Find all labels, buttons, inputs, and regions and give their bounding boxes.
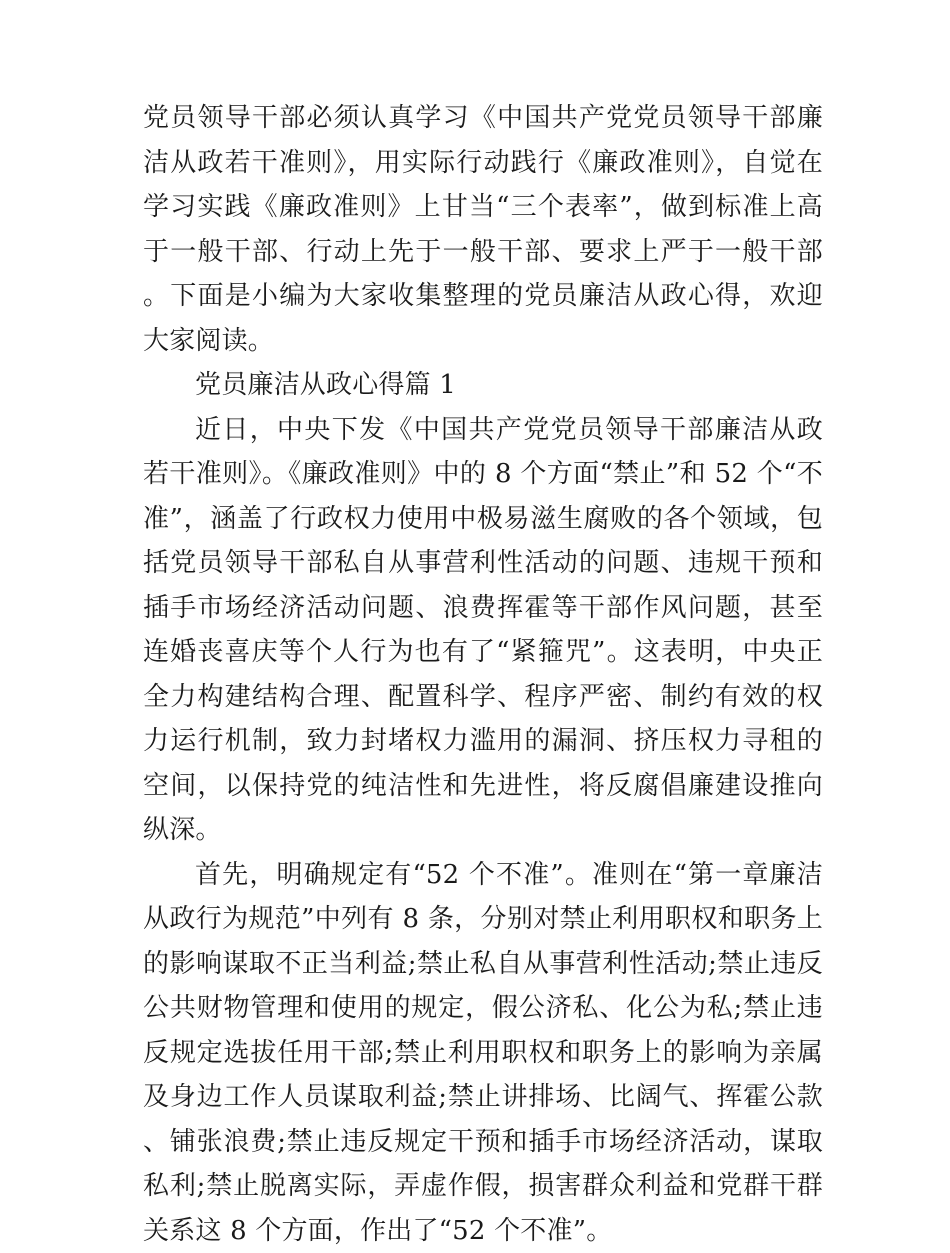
intro-paragraph: 党员领导干部必须认真学习《中国共产党党员领导干部廉洁从政若干准则》，用实际行动践行《廉政准则》，自觉在学习实践《廉政准则》上甘当“三个表率”，做到标准上高于一般干部、行动上先于一般干部、要求上严于一般干部。下面是小编为大家收集整理的党员廉洁从政心得，欢迎大家阅读。 (143, 96, 823, 363)
body-paragraph-2: 首先，明确规定有“52 个不准”。准则在“第一章廉洁从政行为规范”中列有 8 条，分别对禁止利用职权和职务上的影响谋取不正当利益;禁止私自从事营利性活动;禁止违反公共财物管理和使用的规定，假公济私、化公为私;禁止违反规定选拔任用干部;禁止利用职权和职务上的影响为亲属及身边工作人员谋取利益;禁止讲排场、比阔气、挥霍公款、铺张浪费;禁止违反规定干预和插手市场经济活动，谋取私利;禁止脱离实际，弄虚作假，损害群众利益和党群干群关系这 8 个方面，作出了“52 个不准”。 (143, 853, 823, 1253)
body-paragraph-1: 近日，中央下发《中国共产党党员领导干部廉洁从政若干准则》。《廉政准则》中的 8 个方面“禁止”和 52 个“不准”，涵盖了行政权力使用中极易滋生腐败的各个领域，包括党员领导干部私自从事营利性活动的问题、违规干预和插手市场经济活动问题、浪费挥霍等干部作风问题，甚至连婚丧喜庆等个人行为也有了“紧箍咒”。这表明，中央正全力构建结构合理、配置科学、程序严密、制约有效的权力运行机制，致力封堵权力滥用的漏洞、挤压权力寻租的空间，以保持党的纯洁性和先进性，将反腐倡廉建设推向纵深。 (143, 408, 823, 853)
document-body (143, 96, 823, 1253)
section-heading: 党员廉洁从政心得篇 1 (143, 363, 823, 408)
